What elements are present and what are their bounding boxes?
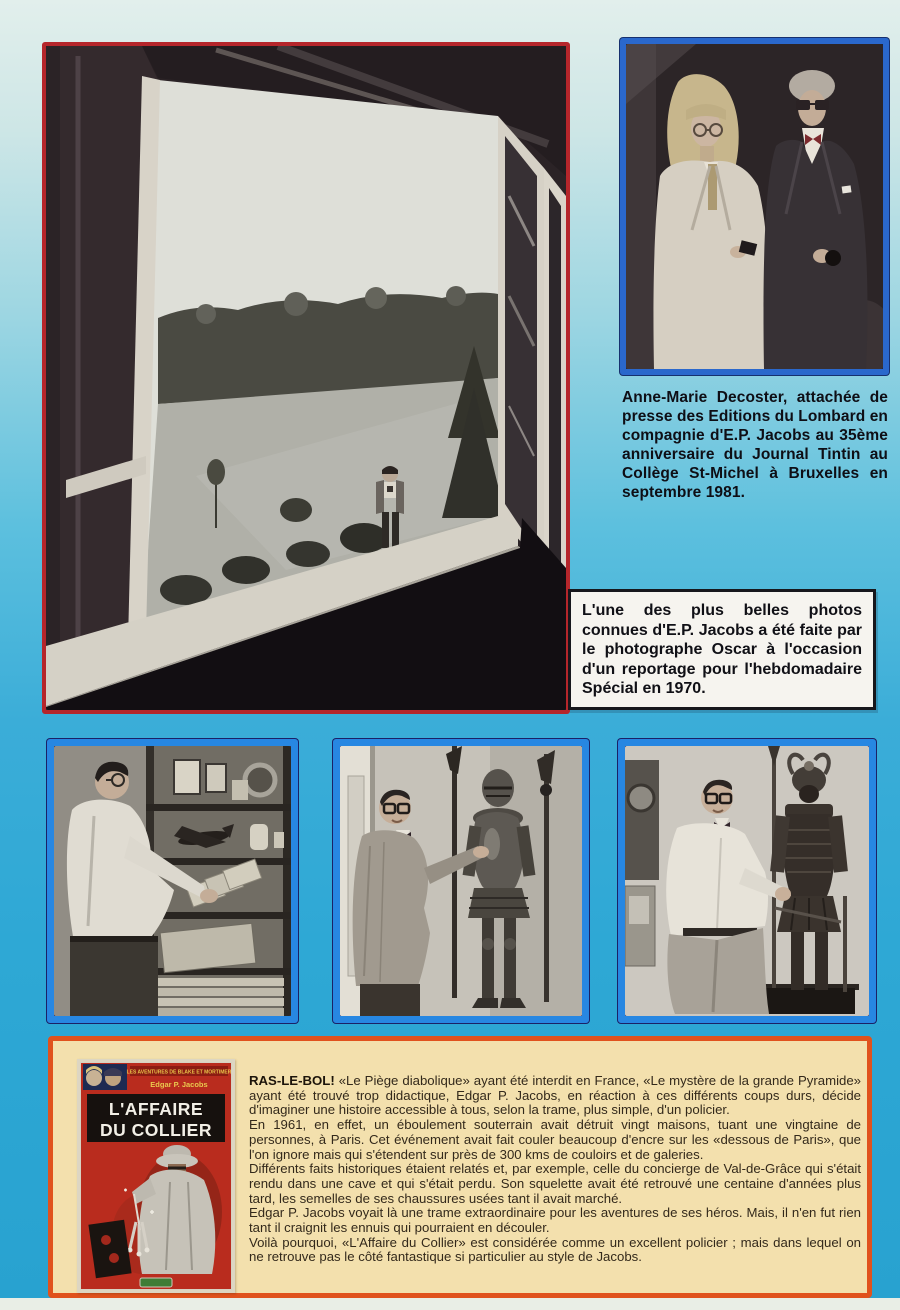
article-paragraph: Différents faits historiques étaient relatés et, par exemple, celle du concierge de Val-de-Grâce qui s'était rendu dans une cave et qui s'était perdu. Son squelette avait été retrouvé une centaine d'années plus tard, les semelles de ses chaussures usées tant il avait marché. (249, 1161, 861, 1206)
jacobs-samurai-armour-photo (618, 739, 876, 1023)
article-lead: RAS-LE-BOL! (249, 1073, 335, 1088)
article-text (249, 1074, 861, 1265)
article-paragraph (249, 1074, 861, 1118)
decoster-caption: Anne-Marie Decoster, attachée de presse des Editions du Lombard en compagnie d'E.P. Jacobs au 35ème anniversaire du Journal Tintin au Collège St-Michel à Bruxelles en septembre 1981. (622, 389, 888, 501)
publisher-logo (140, 1278, 172, 1287)
book-cover-illustration (80, 1062, 232, 1290)
decoster-jacobs-photo (620, 38, 889, 375)
shelf-unit (146, 746, 291, 1016)
page-bottom-edge (0, 1298, 900, 1310)
affaire-collier-panel (48, 1036, 872, 1298)
wall-pictures (625, 760, 659, 966)
jacobs-shelf-photo (47, 739, 298, 1023)
decoster-jacobs-illustration (626, 44, 883, 369)
cover-title-line1: L'AFFAIRE (108, 1099, 204, 1119)
cover-series-title: LES AVENTURES DE BLAKE ET MORTIMER (126, 1069, 232, 1076)
cover-author-name: Edgar P. Jacobs (150, 1080, 208, 1089)
window-garden-photo (42, 42, 570, 714)
jacobs-samurai-illustration (625, 746, 869, 1016)
left-casement (60, 46, 160, 694)
jacobs-knight-armour-photo (333, 739, 589, 1023)
window-garden-illustration (46, 46, 566, 710)
book-cover-affaire-du-collier (77, 1059, 235, 1293)
article-paragraph: En 1961, en effet, un éboulement souterrain avait détruit vingt maisons, tuant une vingtaine de personnes, à Paris. Cet événement avait fait couler beaucoup d'encre sur les «dessous de Paris», que l'on ignore mais qui s'étendent sur près de 300 kms de couloirs et de galeries. (249, 1117, 861, 1162)
article-paragraph: Voilà pourquoi, «L'Affaire du Collier» est considérée comme un excellent policier ; mais dans lequel on ne retrouve pas le côté fantastique si particulier au style de Jacobs. (249, 1234, 861, 1265)
jacobs-shelf-illustration (54, 746, 291, 1016)
oscar-caption-box (568, 589, 876, 710)
article-lead-rest: «Le Piège diabolique» ayant été interdit en France, «Le mystère de la grande Pyramide» ayant été trouvé trop didactique, Edgar P. Jacobs, en réaction à ces différents coups durs, décide d'imaginer une histoire accessible à tous, selon la trame, plus simple, d'un policier. (249, 1073, 861, 1118)
cover-title-box (87, 1094, 225, 1142)
jacobs-knight-illustration (340, 746, 582, 1016)
cover-title-line2: DU COLLIER (100, 1120, 212, 1140)
oscar-caption-text: L'une des plus belles photos connues d'E.P. Jacobs a été faite par le photographe Oscar à l'occasion d'un reportage pour l'hebdomadaire Spécial en 1970. (582, 602, 862, 697)
article-paragraph: Edgar P. Jacobs voyait là une trame extraordinaire pour les aventures de ses héros. Mais, il n'en fut rien tant il craignit les ennuis qui pourraient en découler. (249, 1205, 861, 1236)
cover-frame-object (88, 1220, 131, 1278)
